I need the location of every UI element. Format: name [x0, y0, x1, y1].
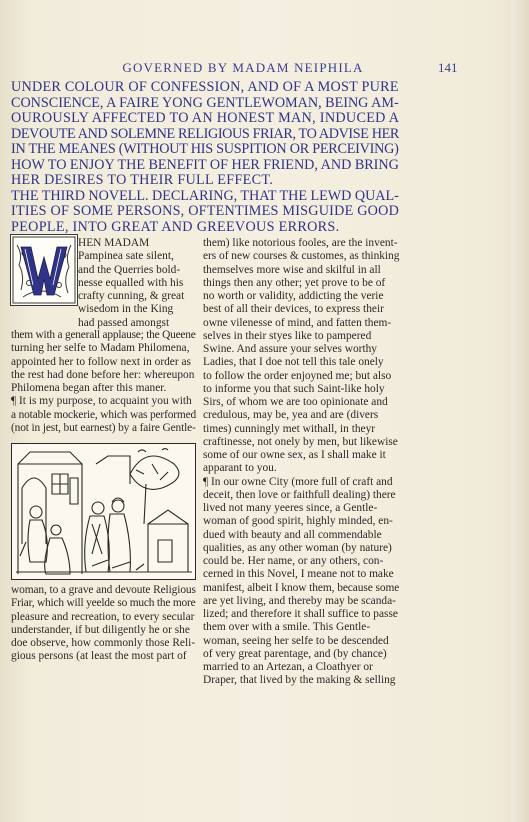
text-line: wisedom in the King	[78, 303, 174, 316]
page-edge	[511, 0, 529, 822]
text-line: understander, if but diligently he or she	[11, 623, 190, 636]
text-line: appointed her to follow next in order as	[11, 355, 191, 368]
text-line: Friar, which will yeelde so much the more	[11, 597, 196, 610]
left-column-opening	[78, 237, 196, 330]
text-line: Philomena began after this maner.	[11, 382, 167, 394]
text-line: dued with beauty and all commendable	[203, 528, 382, 541]
friar-and-gentlewoman-woodcut	[12, 444, 195, 579]
text-line: qualities, as any other woman (by nature)	[203, 541, 392, 554]
text-line: them with a generall applause; the Queene	[11, 329, 196, 341]
text-line: things then any other; yet prove to be of	[203, 276, 386, 289]
text-line: woman, to a grave and devoute Religious	[11, 584, 196, 596]
text-line: crafty cunning, & great	[78, 290, 185, 302]
text-line: to follow the order enjoyned me; but also	[203, 369, 392, 382]
text-line: could be. Her name, or any others, con-	[203, 555, 384, 567]
text-line: selves in their styes like to pampered	[203, 329, 372, 342]
text-line: apparant to you.	[203, 462, 277, 475]
text-line: gious persons (at least the most part of	[11, 650, 187, 663]
text-line: Sirs, of whom we are too opinionate and	[203, 396, 388, 408]
text-line: woman, seeing her selfe to be descended	[203, 634, 389, 647]
argument-line: DEVOUTE AND SOLEMNE RELIGIOUS FRIAR, TO ADVISE HER	[11, 125, 399, 142]
text-line: doe observe, how commonly those Reli-	[11, 637, 196, 649]
left-column-bottom	[11, 584, 196, 664]
text-line: deceit, then love or faithfull dealing) there	[203, 488, 396, 501]
running-title: GOVERNED BY MADAM NEIPHILA	[122, 60, 364, 75]
text-line: of very great parentage, and (by chance)	[203, 647, 387, 660]
page-number: 141	[438, 60, 458, 75]
text-line: to informe you that such Saint-like holy	[203, 382, 385, 395]
text-line: nesse equalled with his	[78, 276, 184, 289]
text-line: them over with a smile. This Gentle-	[203, 621, 371, 634]
argument-line: PEOPLE, INTO GREAT AND GREEVOUS ERRORS.	[11, 218, 340, 235]
text-line: a notable mockerie, which was performed	[11, 408, 197, 421]
argument-line: CONSCIENCE, A FAIRE YONG GENTLEWOMAN, BEING AM-	[11, 94, 399, 111]
text-line: owne vilenesse of mind, and fatten them-	[203, 316, 392, 329]
text-line: and the Querries bold-	[78, 263, 181, 276]
story-argument	[11, 80, 399, 235]
text-line: some of our owne sex, as I shall make it	[203, 449, 386, 461]
text-line: lized; and therefore it shall suffice to passe	[203, 608, 398, 620]
text-line: times) cunningly met withall, in theyr	[203, 422, 376, 435]
text-line: pleasure and recreation, to every secular	[11, 610, 195, 623]
argument-line: HER DESIRES TO THEIR FULL EFFECT.	[11, 172, 274, 188]
text-line: no worth or validity, addicting the verie	[203, 290, 384, 302]
argument-line: THE THIRD NOVELL. DECLARING, THAT THE LEWD QUAL-	[11, 187, 399, 204]
argument-line: ITIES OF SOME PERSONS, OFTENTIMES MISGUIDE GOOD	[11, 203, 400, 219]
argument-line: OUROUSLY AFFECTED TO AN HONEST MAN, INDUCED A	[11, 110, 400, 126]
text-line: (not in jest, but earnest) by a faire Gentle-	[11, 421, 196, 434]
text-line: had passed amongst	[78, 316, 170, 329]
text-line: lived not many yeeres since, a Gentle-	[203, 502, 378, 514]
decorated-initial-w	[10, 234, 78, 306]
text-line: woman of good spirit, highly minded, en-	[203, 515, 393, 528]
text-line: ¶ In our owne City (more full of craft and	[203, 475, 393, 488]
text-line: them) like notorious fooles, are the invent-	[203, 237, 398, 249]
text-line: ¶ It is my purpose, to acquaint you with	[11, 395, 192, 408]
text-line: HEN MADAM	[78, 237, 150, 249]
text-line: married to an Artezan, a Cloathyer or	[203, 661, 373, 673]
text-line: credulous, may be, yea and are (divers	[203, 409, 379, 422]
text-line: Pampinea sate silent,	[78, 250, 174, 263]
woodcut-illustration	[11, 443, 196, 580]
text-line: ers of new courses & customes, as thinking	[203, 250, 400, 263]
text-line: turning her selfe to Madam Philomena,	[11, 342, 190, 355]
text-line: best of all their devices, to express their	[203, 303, 384, 316]
initial-w-illustration	[11, 235, 77, 305]
argument-line: HOW TO ENJOY THE BENEFIT OF HER FRIEND, AND BRING	[11, 156, 399, 173]
text-line: Ladies, that I doe not tell this tale onely	[203, 356, 384, 369]
argument-line: UNDER COLOUR OF CONFESSION, AND OF A MOST PURE	[11, 79, 399, 95]
left-column-middle	[11, 329, 196, 435]
text-line: cerned in this Novel, I meane not to make	[203, 568, 394, 581]
text-line: are yet living, and thereby may be scanda-	[203, 594, 396, 607]
text-line: craftinesse, not onely by men, but likewise	[203, 435, 398, 448]
text-line: Swine. And assure your selves worthy	[203, 343, 378, 355]
text-line: manifest, albeit I know them, because some	[203, 581, 400, 594]
text-line: the rest had done before her: whereupon	[11, 368, 195, 381]
argument-line: IN THE MEANES (WITHOUT HIS SUSPITION OR PERCEIVING)	[11, 141, 399, 157]
text-line: Draper, that lived by the making & selling	[203, 674, 396, 687]
right-column	[203, 237, 399, 688]
text-line: themselves more wise and skilful in all	[203, 263, 381, 276]
